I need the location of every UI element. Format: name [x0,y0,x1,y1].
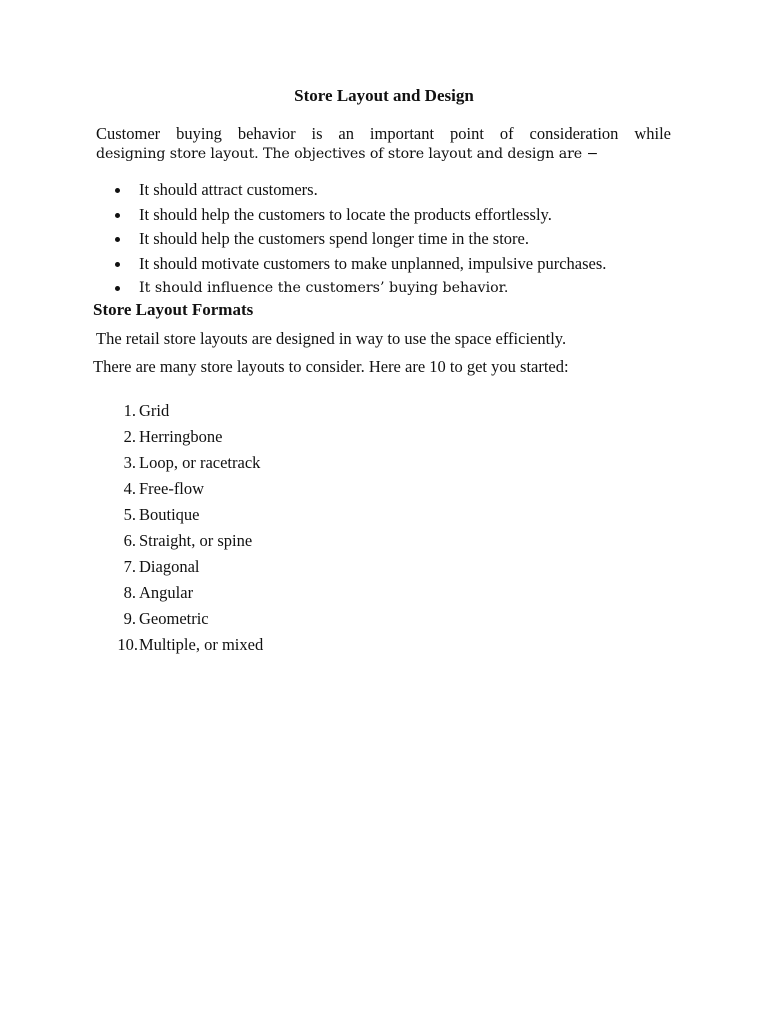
list-number: 2. [123,427,136,446]
layouts-list [110,398,263,658]
layout-label: Grid [139,401,170,420]
list-item [110,606,263,632]
list-number: 1. [123,401,136,420]
bullet-icon [115,286,120,291]
list-number: 10. [117,635,138,654]
bullet-icon [115,237,120,242]
list-item [112,227,606,252]
list-item [110,580,263,606]
objective-text: It should motivate customers to make unplanned, impulsive purchases. [139,253,607,273]
layout-label: Straight, or spine [139,531,253,550]
list-number: 8. [123,583,136,602]
list-number: 7. [123,557,136,576]
layout-label: Herringbone [139,427,223,446]
layout-label: Geometric [139,609,209,628]
list-item [110,528,263,554]
list-item [110,554,263,580]
bullet-icon [115,262,120,267]
intro-line-2: designing store layout. The objectives of store layout and design are − [96,146,599,162]
layout-label: Boutique [139,505,200,524]
list-item [110,476,263,502]
layout-label: Free-flow [139,479,205,498]
objective-text: It should influence the customers’ buying behavior. [139,280,509,297]
formats-paragraph-2: There are many store layouts to consider. Here are 10 to get you started: [93,357,569,376]
bullet-icon [115,188,120,193]
page-title: Store Layout and Design [294,86,474,105]
list-number: 4. [123,479,136,498]
list-number: 9. [123,609,136,628]
layout-label: Angular [139,583,194,602]
list-number: 5. [123,505,136,524]
list-number: 3. [123,453,136,472]
layout-label: Loop, or racetrack [139,453,261,472]
list-item [110,632,263,658]
list-item [112,178,606,203]
list-number: 6. [123,531,136,550]
objective-text: It should help the customers spend longer time in the store. [139,229,529,249]
list-item [112,252,606,277]
layout-label: Multiple, or mixed [139,635,264,654]
list-item [110,450,263,476]
intro-line-1: Customer buying behavior is an important point of consideration while [96,124,671,143]
objective-text: It should attract customers. [139,180,318,199]
section-heading: Store Layout Formats [93,300,254,319]
list-item [110,424,263,450]
formats-paragraph-1: The retail store layouts are designed in way to use the space efficiently. [96,329,567,348]
objective-text: It should help the customers to locate the products effortlessly. [139,204,552,224]
list-item [110,502,263,528]
list-item [112,276,606,301]
objectives-list [112,178,606,301]
bullet-icon [115,213,120,218]
list-item [110,398,263,424]
intro-paragraph [96,123,671,165]
list-item [112,203,606,228]
layout-label: Diagonal [139,557,200,576]
